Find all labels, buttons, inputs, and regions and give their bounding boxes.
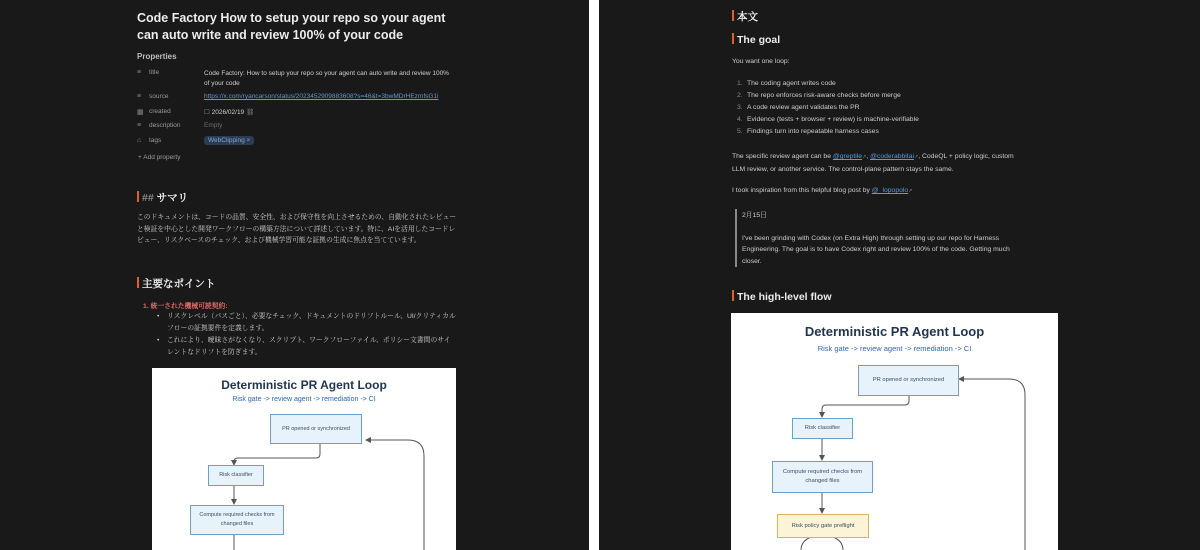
summary-heading-text: サマリ [156,192,189,204]
right-note-pane [599,0,1200,550]
node-risk-classifier: Risk classifier [792,418,853,439]
list-number: 3. [737,104,743,111]
list-number: 4. [737,116,743,123]
goal-heading-text: The goal [737,34,781,46]
list-number: 2. [737,92,743,99]
bullet-dot: • [157,313,160,320]
bullet-text: これにより、曖昧さがなくなり、スクリプト、ワークフローファイル、ポリシー文書間のサイレントなドリフトを防ぎます。 [167,337,451,356]
created-date: 2026/02/19 [211,109,245,116]
heading-accent-bar [137,277,139,288]
flow-diagram-image [152,368,456,550]
property-name: tags [149,137,162,144]
diagram-title: Deterministic PR Agent Loop [221,378,387,392]
list-text: Evidence (tests + browser + review) is machine-verifiable [747,116,919,123]
left-note-pane [0,0,589,550]
goal-heading [732,33,780,46]
summary-paragraph: このドキュメントは、コードの品質、安全性、および保守性を向上させるための、自動化されたレビューと検証を中心とした開発ワークフローの構築方法について詳述しています。特に、AIを活用したコードレビュー、リスクベースのチェック、および機械学習可能な証拠の生成に焦点を当てています。 [137,214,457,244]
text-lines-icon: ≡ [137,122,142,129]
flow-diagram-image [731,313,1058,550]
point-title: 統一された機械可読契約: [150,303,228,310]
node-risk-classifier: Risk classifier [208,465,264,486]
main-heading [732,9,758,24]
quote-line: Engineering. The goal is to have Codex right and review 100% of the code. Getting much [742,246,1010,253]
properties-heading: Properties [137,52,177,61]
property-tags[interactable] [137,137,457,149]
property-name: created [149,108,171,115]
mention-lopopolo[interactable]: @_lopopolo [871,187,909,194]
list-text: Findings turn into repeatable harness cases [747,128,879,135]
bullet-item [157,335,457,358]
quote-line: I've been grinding with Codex (on Extra High) through setting up our repo for Harness [742,234,1000,242]
inspiration-paragraph [732,185,912,198]
node-pr-opened: PR opened or synchronized [270,414,362,444]
property-created[interactable] [137,108,457,120]
heading-accent-bar [732,290,734,301]
add-property-button[interactable]: + Add property [138,154,181,161]
main-heading-text: 本文 [737,11,758,23]
quote-line: closer. [742,257,762,265]
tag-chip-webclipping[interactable]: WebClipping × [204,136,254,145]
source-link[interactable]: https://x.com/ryancarson/status/2023452909883608?s=46&t=3bwMDrHEzmfsG1i [204,93,439,100]
node-risk-policy-gate: Risk policy gate preflight [777,514,869,538]
calendar-icon: ▦ [137,109,144,116]
property-source[interactable] [137,93,457,105]
heading-accent-bar [732,10,734,21]
paragraph-text: The specific review agent can be [732,153,833,160]
list-text: A code review agent validates the PR [747,104,860,111]
description-value[interactable]: Empty [204,122,223,129]
flow-heading [732,290,832,303]
property-name: title [149,69,160,76]
mention-greptile[interactable]: @greptile [832,153,863,160]
text-lines-icon: ≡ [137,93,142,100]
paragraph-text: , CodeQL + policy logic, custom [918,153,1014,160]
tag-icon: ⌂ [137,137,142,144]
property-name: description [149,122,181,129]
quote-date: 2月15日 [742,212,767,219]
bullet-item [157,311,457,334]
title-value[interactable]: Code Factory: How to setup your repo so your agent can auto write and review 100% of your code [204,70,449,87]
node-pr-opened: PR opened or synchronized [858,365,959,396]
list-number: 1. [737,80,743,87]
property-name: source [149,93,169,100]
intro-text: You want one loop: [732,58,790,65]
heading-accent-bar [732,33,734,44]
property-title[interactable] [137,69,457,91]
node-compute-checks: Compute required checks from changed files [772,461,873,493]
external-link-icon: ↗ [914,154,919,160]
key-points-heading-text: 主要なポイント [142,278,216,290]
node-compute-checks: Compute required checks from changed files [190,505,284,535]
property-description[interactable] [137,122,457,134]
page-title: Code Factory How to setup your repo so your agent can auto write and review 100% of your code [137,11,446,42]
bullet-text: リスクレベル（パスごと）、必要なチェック、ドキュメントのドリフトルール、UI/クリティカルフローの証拠要件を定義します。 [167,313,456,332]
list-number: 5. [737,128,743,135]
list-text: The coding agent writes code [747,80,836,87]
diagram-title: Deterministic PR Agent Loop [804,324,985,339]
diagram-subtitle: Risk gate -> review agent -> remediation -> CI [817,344,972,353]
mention-coderabbitai[interactable]: @coderabbitai [870,153,914,160]
external-link-icon: ↗ [862,154,867,160]
review-agent-paragraph [732,151,1062,175]
paragraph-text: LLM review, or another service. The control-plane pattern stays the same. [732,165,954,173]
date-checkbox-icon: ☐ [204,109,210,116]
external-link-icon: ↗ [908,188,913,194]
embedded-quote[interactable] [735,209,1062,267]
bullet-dot: • [157,337,160,344]
flow-heading-text: The high-level flow [737,291,832,303]
key-points-heading [137,276,216,291]
text-lines-icon: ≡ [137,69,142,76]
link-icon: ⛓ [246,109,255,116]
point-number: 1. [143,303,149,310]
heading-hash: ## [142,192,154,204]
diagram-subtitle: Risk gate -> review agent -> remediation -> CI [232,396,376,403]
list-text: The repo enforces risk-aware checks before merge [747,92,901,99]
paragraph-text: , [866,153,871,160]
heading-accent-bar [137,191,139,202]
paragraph-text: I took inspiration from this helpful blog post by [732,187,872,194]
summary-heading [137,190,188,205]
created-value[interactable] [204,108,254,116]
point-1 [143,300,228,310]
